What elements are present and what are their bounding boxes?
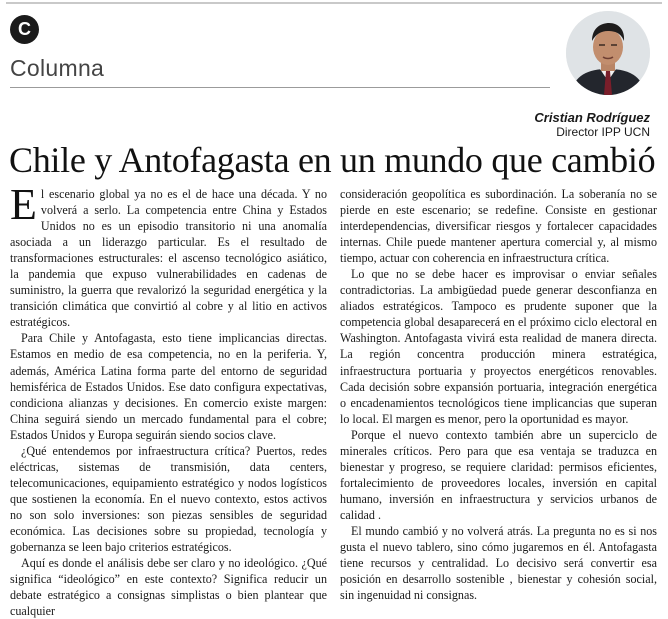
- article-column-left: [10, 180, 327, 619]
- section-divider: [10, 87, 550, 88]
- article-paragraph: Porque el nuevo contexto también abre un superciclo de minerales críticos. Pero para que esa ventaja se traduzca en bienestar y progreso, se requiere claridad: permisos eficientes, fortalecimiento de proveedores locales, inversión en capital humano, inversión en infraestructura y servicios urbanos de calidad .: [340, 427, 657, 522]
- article-paragraph: Lo que no se debe hacer es improvisar o enviar señales contradictorias. La ambigüedad puede generar desconfianza en aliados estratégicos. Tampoco es prudente suponer que la competencia global desaparecerá en el próximo ciclo electoral en Washington. Antofagasta vivirá esta realidad de manera directa. La región concentra producción minera estratégica, infraestructura portuaria y proyectos energéticos renovables. Cada decisión sobre expansión portuaria, integración energética o encadenamientos tecnológicos tiene implicancias que superan lo local. El margen es menor, pero la oportunidad es mayor.: [340, 267, 657, 426]
- article-paragraph: ¿Qué entendemos por infraestructura crítica? Puertos, redes eléctricas, sistemas de transmisión, data centers, telecomunicaciones, equipamiento estratégico y nodos logísticos que sostienen la economía. En el nuevo contexto, estos activos no son solo inversiones: son piezas sensibles de seguridad económica. Las decisiones sobre su propiedad, tecnología y gobernanza se leen bajo criterios estratégicos.: [10, 443, 327, 555]
- article-paragraph: Para Chile y Antofagasta, esto tiene implicancias directas. Estamos en medio de esa competencia, no en la periferia. Y, además, América Latina forma parte del entorno de seguridad hemisférica de Estados Unidos. Ese dato configura expectativas, condiciona alianzas y decisiones. En comercio existe margen: China seguirá siendo un mercado fundamental para el cobre; Estados Unidos y Europa seguirán siendo socios clave.: [10, 331, 327, 442]
- article-paragraph: [10, 180, 327, 330]
- drop-cap: E: [10, 180, 37, 229]
- headline: Chile y Antofagasta en un mundo que cambió: [9, 140, 656, 180]
- article-paragraph: Aquí es donde el análisis debe ser claro y no ideológico. ¿Qué significa “ideológico” en este contexto? Significa reducir un debate estratégico a consignas simplistas o bien plantear que cualquier: [10, 556, 327, 619]
- author-name: Cristian Rodríguez: [534, 110, 650, 125]
- author-role: Director IPP UCN: [556, 125, 650, 139]
- article-column-right: [340, 186, 657, 603]
- article-paragraph: consideración geopolítica es subordinación. La soberanía no se pierde en este escenario; se redefine. Consiste en gestionar interdependencias, diversificar riesgos y fortalecer capacidades internas. Chile puede mantener apertura comercial y, al mismo tiempo, actuar con coherencia en infraestructura crítica.: [340, 187, 657, 266]
- top-rule: [6, 2, 662, 4]
- author-block: [534, 110, 650, 140]
- author-portrait-icon: [566, 11, 650, 95]
- section-label: Columna: [10, 55, 105, 81]
- article-body: [10, 180, 658, 619]
- author-photo: [566, 11, 650, 95]
- paragraph-text: l escenario global ya no es el de hace una década. Y no volverá a serlo. La competencia entre China y Estados Unidos no es un episodio transitorio ni una anomalía asociada a un liderazgo particular. Es el resultado de transformaciones estructurales: el ascenso tecnológico asiático, la pandemia que expuso vulnerabilidades en cadenas de suministro, la guerra que revalorizó la seguridad energética y la transición climática que convirtió al cobre y al litio en activos estratégicos.: [10, 187, 327, 330]
- section-badge: C: [10, 15, 39, 44]
- article-paragraph: El mundo cambió y no volverá atrás. La pregunta no es si nos gusta el nuevo tablero, sino cómo jugaremos en él. Antofagasta tiene recursos y centralidad. Lo decisivo será convertir esa posición en desarrollo sostenible , bienestar y cohesión social, sin ingenuidad ni consignas.: [340, 523, 657, 603]
